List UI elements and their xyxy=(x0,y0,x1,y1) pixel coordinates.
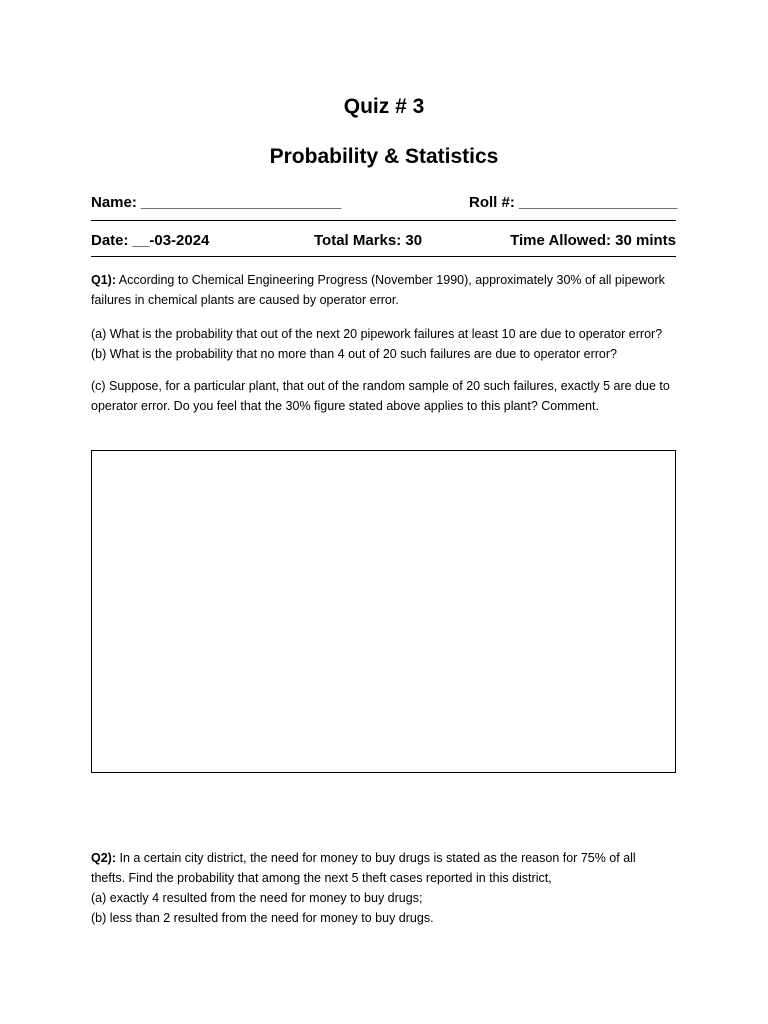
question-2 xyxy=(91,848,691,928)
question-1 xyxy=(91,270,691,310)
name-field[interactable]: Name: ________________________ xyxy=(91,194,342,211)
question-2-text-cont: thefts. Find the probability that among the next 5 theft cases reported in this district, xyxy=(91,871,552,885)
question-1-text-cont: failures in chemical plants are caused by operator error. xyxy=(91,293,399,307)
quiz-title: Quiz # 3 xyxy=(343,95,425,118)
roll-number-field[interactable]: Roll #: ___________________ xyxy=(469,194,678,211)
question-1-parts-ab xyxy=(91,324,691,364)
time-allowed: Time Allowed: 30 mints xyxy=(510,232,676,249)
divider xyxy=(91,256,676,257)
answer-box[interactable] xyxy=(91,450,676,773)
question-1-label: Q1): xyxy=(91,273,116,287)
divider xyxy=(91,220,676,221)
date-field: Date: __-03-2024 xyxy=(91,232,210,249)
question-2-label: Q2): xyxy=(91,851,116,865)
question-1-text: According to Chemical Engineering Progress (November 1990), approximately 30% of all pipework xyxy=(116,273,665,287)
question-1-part-b: (b) What is the probability that no more than 4 out of 20 such failures are due to operator error? xyxy=(91,347,617,361)
question-2-part-a: (a) exactly 4 resulted from the need for money to buy drugs; xyxy=(91,891,423,905)
question-2-text: In a certain city district, the need for money to buy drugs is stated as the reason for 75% of all xyxy=(116,851,636,865)
question-1-part-c xyxy=(91,376,691,416)
question-2-part-b: (b) less than 2 resulted from the need for money to buy drugs. xyxy=(91,911,434,925)
subject-title: Probability & Statistics xyxy=(269,145,499,168)
question-1-part-c-line1: (c) Suppose, for a particular plant, that out of the random sample of 20 such failures, exactly 5 are due to xyxy=(91,379,670,393)
question-1-part-c-line2: operator error. Do you feel that the 30% figure stated above applies to this plant? Comment. xyxy=(91,399,599,413)
question-1-part-a: (a) What is the probability that out of the next 20 pipework failures at least 10 are due to operator error? xyxy=(91,327,663,341)
total-marks: Total Marks: 30 xyxy=(314,232,423,249)
